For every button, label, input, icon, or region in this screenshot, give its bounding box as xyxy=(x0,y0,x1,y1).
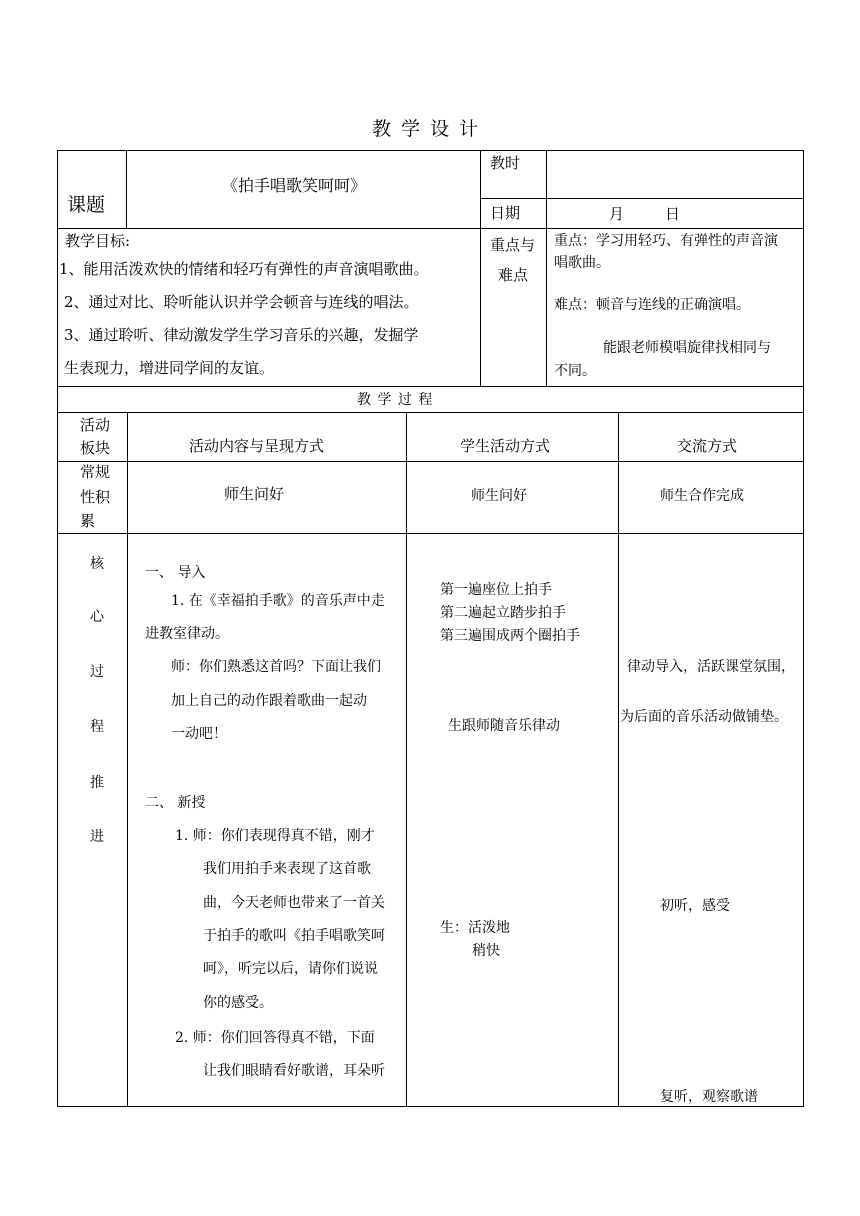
core-label-char: 核 xyxy=(90,556,104,572)
col-header-block: 板块 xyxy=(80,439,111,457)
key-point-line: 唱歌曲。 xyxy=(554,255,610,271)
core-content-line: 一、 导入 xyxy=(145,565,206,581)
core-content-line: 2. 师：你们回答得真不错，下面 xyxy=(175,1030,375,1046)
routine-exchange: 师生合作完成 xyxy=(660,488,744,504)
core-content-line: 呵》，听完以后，请你们说说 xyxy=(203,961,378,977)
core-content-line: 进教室律动。 xyxy=(145,626,229,642)
core-label-char: 心 xyxy=(90,609,104,625)
objective-item: 生表现力，增进同学间的友谊。 xyxy=(64,359,275,377)
objective-item: 2、通过对比、聆听能认识并学会顿音与连线的唱法。 xyxy=(64,293,419,311)
core-content-line: 让我们眼睛看好歌谱，耳朵听 xyxy=(203,1063,385,1079)
objective-item: 3、通过聆听、律动激发学生学习音乐的兴趣，发掘学 xyxy=(64,326,419,344)
key-points-label: 重点与 xyxy=(490,236,536,254)
topic-label: 课题 xyxy=(67,194,106,216)
routine-content: 师生问好 xyxy=(224,485,285,503)
core-student-line: 稍快 xyxy=(472,943,500,959)
routine-label: 性积 xyxy=(80,488,111,506)
core-student-line: 生：活泼地 xyxy=(440,920,510,936)
key-points-label: 难点 xyxy=(498,266,529,284)
document-title: 教 学 设 计 xyxy=(372,118,481,140)
core-content-line: 1. 在《幸福拍手歌》的音乐声中走 xyxy=(171,593,385,609)
core-content-line: 我们用拍手来表现了这首歌 xyxy=(203,861,371,877)
core-exchange-line: 为后面的音乐活动做铺垫。 xyxy=(620,709,788,725)
core-label-char: 程 xyxy=(90,719,104,735)
core-content-line: 师：你们熟悉这首吗？下面让我们 xyxy=(171,659,381,675)
col-header-content: 活动内容与呈现方式 xyxy=(189,437,325,455)
core-content-line: 二、 新授 xyxy=(145,795,206,811)
key-point-line: 不同。 xyxy=(554,363,596,379)
topic-value: 《拍手唱歌笑呵呵》 xyxy=(222,176,367,195)
core-exchange-line: 初听，感受 xyxy=(660,898,730,914)
date-label: 日期 xyxy=(490,204,521,222)
core-student-line: 第一遍座位上拍手 xyxy=(440,582,552,598)
core-student-line: 生跟师随音乐律动 xyxy=(448,718,560,734)
core-label-char: 推 xyxy=(90,775,104,791)
objective-item: 1、能用活泼欢快的情绪和轻巧有弹性的声音演唱歌曲。 xyxy=(59,260,429,278)
col-header-student: 学生活动方式 xyxy=(460,437,551,455)
date-month: 月 xyxy=(609,205,625,223)
core-student-line: 第二遍起立踏步拍手 xyxy=(440,605,566,621)
core-exchange-line: 律动导入，活跃课堂氛围， xyxy=(627,659,795,675)
core-content-line: 一动吧！ xyxy=(171,726,227,742)
core-content-line: 1. 师：你们表现得真不错，刚才 xyxy=(175,828,375,844)
core-content-line: 加上自己的动作跟着歌曲一起动 xyxy=(171,693,367,709)
core-student-line: 第三遍围成两个圈拍手 xyxy=(440,628,580,644)
key-point-line: 重点：学习用轻巧、有弹性的声音演 xyxy=(554,233,778,249)
process-title: 教 学 过 程 xyxy=(357,392,434,408)
key-point-line: 难点：顿音与连线的正确演唱。 xyxy=(554,297,750,313)
key-point-line: 能跟老师模唱旋律找相同与 xyxy=(603,340,771,356)
core-content-line: 于拍手的歌叫《拍手唱歌笑呵 xyxy=(203,928,385,944)
core-content-line: 曲，今天老师也带来了一首关 xyxy=(203,895,385,911)
routine-student: 师生问好 xyxy=(471,488,527,504)
period-label: 教时 xyxy=(490,154,521,172)
core-exchange-line: 复听，观察歌谱 xyxy=(660,1089,758,1105)
routine-label: 常规 xyxy=(80,463,111,481)
col-header-block: 活动 xyxy=(80,416,111,434)
core-label-char: 进 xyxy=(90,829,104,845)
objectives-label: 教学目标: xyxy=(65,232,131,250)
core-label-char: 过 xyxy=(90,664,104,680)
core-content-line: 你的感受。 xyxy=(203,995,273,1011)
date-day: 日 xyxy=(665,205,681,223)
col-header-exchange: 交流方式 xyxy=(677,437,738,455)
routine-label: 累 xyxy=(80,512,96,530)
